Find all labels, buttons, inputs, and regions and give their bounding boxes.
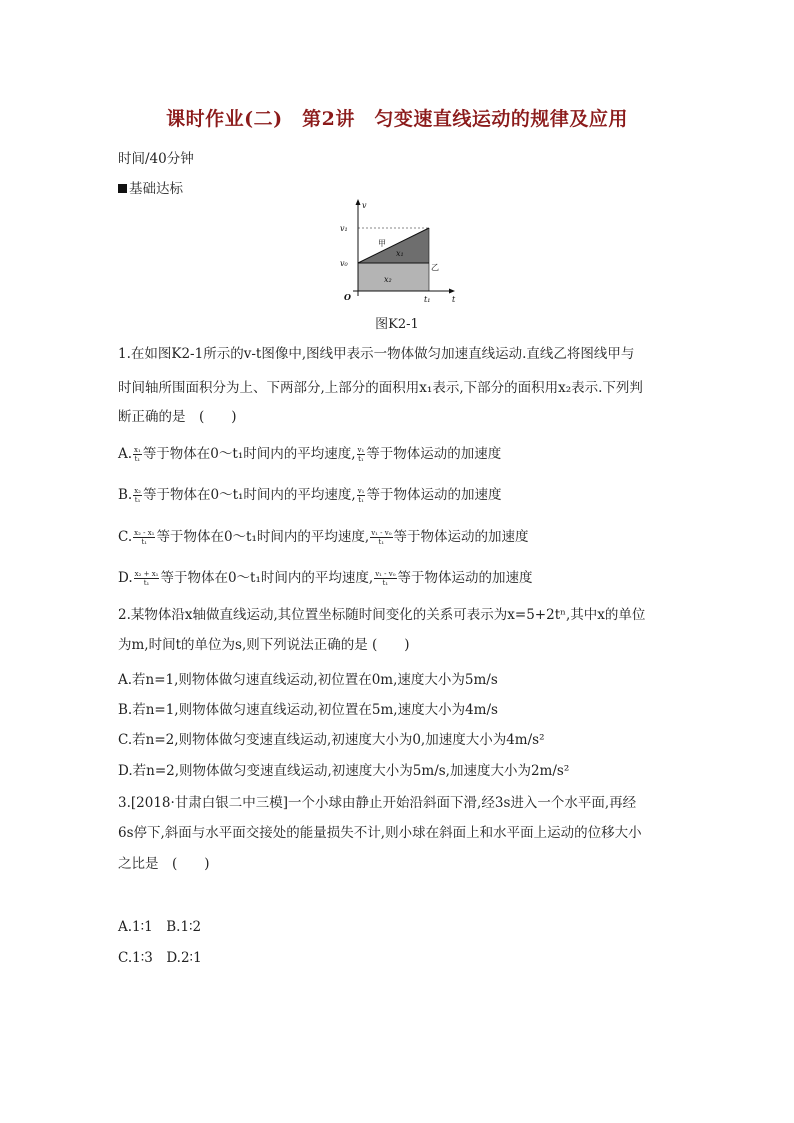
fraction: $\frac{\text{x₂ - x₁}}{\text{t₁}}$: [134, 529, 155, 546]
square-bullet-icon: [118, 184, 127, 193]
jia-label: 甲: [378, 239, 386, 248]
fraction: $\frac{\text{x₂}}{\text{t₁}}$: [134, 487, 141, 504]
v1-label: v₁: [340, 224, 348, 233]
q2-option-c: C.若n=2,则物体做匀变速直线运动,初速度大小为0,加速度大小为4m/s²: [118, 732, 545, 748]
page-title: 课时作业(二) 第2讲 匀变速直线运动的规律及应用: [166, 108, 628, 130]
q1-option-a: A. $\frac{\text{x₁}}{\text{t₁}}$ 等于物体在0～t₁时间内的平均速度, $\frac{\text{v₁}}{\text{t₁}}$ 等于物体运动的加速度: [118, 446, 502, 463]
fraction: $\frac{\text{v₁}}{\text{t₁}}$: [357, 446, 365, 463]
v0-label: v₀: [340, 259, 348, 268]
fraction: $\frac{\text{x₂ + x₁}}{\text{t₁}}$: [134, 570, 159, 587]
v-axis-label: v: [362, 201, 367, 210]
fraction: $\frac{\text{x₁}}{\text{t₁}}$: [134, 446, 141, 463]
q1-option-d: D. $\frac{\text{x₂ + x₁}}{\text{t₁}}$ 等于物体在0～t₁时间内的平均速度, $\frac{\text{v₁ - v₀}}{\text{t₁}}$ 等于物体运动的加速度: [118, 570, 533, 587]
x2-label: x₂: [384, 275, 392, 284]
figure-caption: 图K2-1: [375, 317, 419, 332]
q1-option-b: B. $\frac{\text{x₂}}{\text{t₁}}$ 等于物体在0～t₁时间内的平均速度, $\frac{\text{v₁}}{\text{t₁}}$ 等于物体运动的加速度: [118, 487, 502, 504]
x1-label: x₁: [396, 249, 404, 258]
q1-option-c: C. $\frac{\text{x₂ - x₁}}{\text{t₁}}$ 等于物体在0～t₁时间内的平均速度, $\frac{\text{v₁ - v₀}}{\text{t₁}}$ 等于物体运动的加速度: [118, 529, 529, 546]
q2-option-d: D.若n=2,则物体做匀变速直线运动,初速度大小为5m/s,加速度大小为2m/s²: [118, 763, 570, 779]
fraction: $\frac{\text{v₁ - v₀}}{\text{t₁}}$: [375, 570, 396, 587]
fraction: $\frac{\text{v₁}}{\text{t₁}}$: [357, 487, 365, 504]
q1-stem-line3: 断正确的是 ( ): [118, 409, 237, 425]
q3-stem-line3: 之比是 ( ): [118, 856, 210, 872]
q3-options-row2: C.1∶3 D.2∶1: [118, 950, 202, 966]
q2-stem-line1: 2.某物体沿x轴做直线运动,其位置坐标随时间变化的关系可表示为x=5+2tⁿ,其中x的单位: [118, 607, 646, 623]
q2-option-b: B.若n=1,则物体做匀速直线运动,初位置在5m,速度大小为4m/s: [118, 702, 498, 718]
t1-label: t₁: [424, 295, 431, 304]
q1-stem-line1: 1.在如图K2-1所示的v-t图像中,图线甲表示一物体做匀加速直线运动.直线乙将图线甲与: [118, 346, 635, 362]
q2-option-a: A.若n=1,则物体做匀速直线运动,初位置在0m,速度大小为5m/s: [118, 672, 498, 688]
t-axis-label: t: [452, 295, 456, 304]
region-x2: [358, 263, 429, 291]
q3-stem-line2: 6s停下,斜面与水平面交接处的能量损失不计,则小球在斜面上和水平面上运动的位移大小: [118, 825, 642, 841]
q3-options-row1: A.1∶1 B.1∶2: [118, 919, 202, 935]
origin-label: O: [344, 292, 351, 302]
fraction: $\frac{\text{v₁ - v₀}}{\text{t₁}}$: [371, 529, 392, 546]
vt-graph-figure: [336, 196, 462, 308]
section-heading: [118, 177, 183, 197]
q1-stem-line2: 时间轴所围面积分为上、下两部分,上部分的面积用x₁表示,下部分的面积用x₂表示.下列判: [118, 380, 643, 396]
q2-stem-line2: 为m,时间t的单位为s,则下列说法正确的是 ( ): [118, 637, 410, 653]
q3-stem-line1: 3.[2018·甘肃白银二中三模]一个小球由静止开始沿斜面下滑,经3s进入一个水平面,再经: [118, 795, 637, 811]
v-axis-arrow-icon: [356, 199, 361, 205]
yi-label: 乙: [431, 263, 439, 272]
time-limit: 时间/40分钟: [118, 151, 194, 167]
section-label: 基础达标: [129, 181, 183, 197]
t-axis-arrow-icon: [449, 289, 455, 294]
